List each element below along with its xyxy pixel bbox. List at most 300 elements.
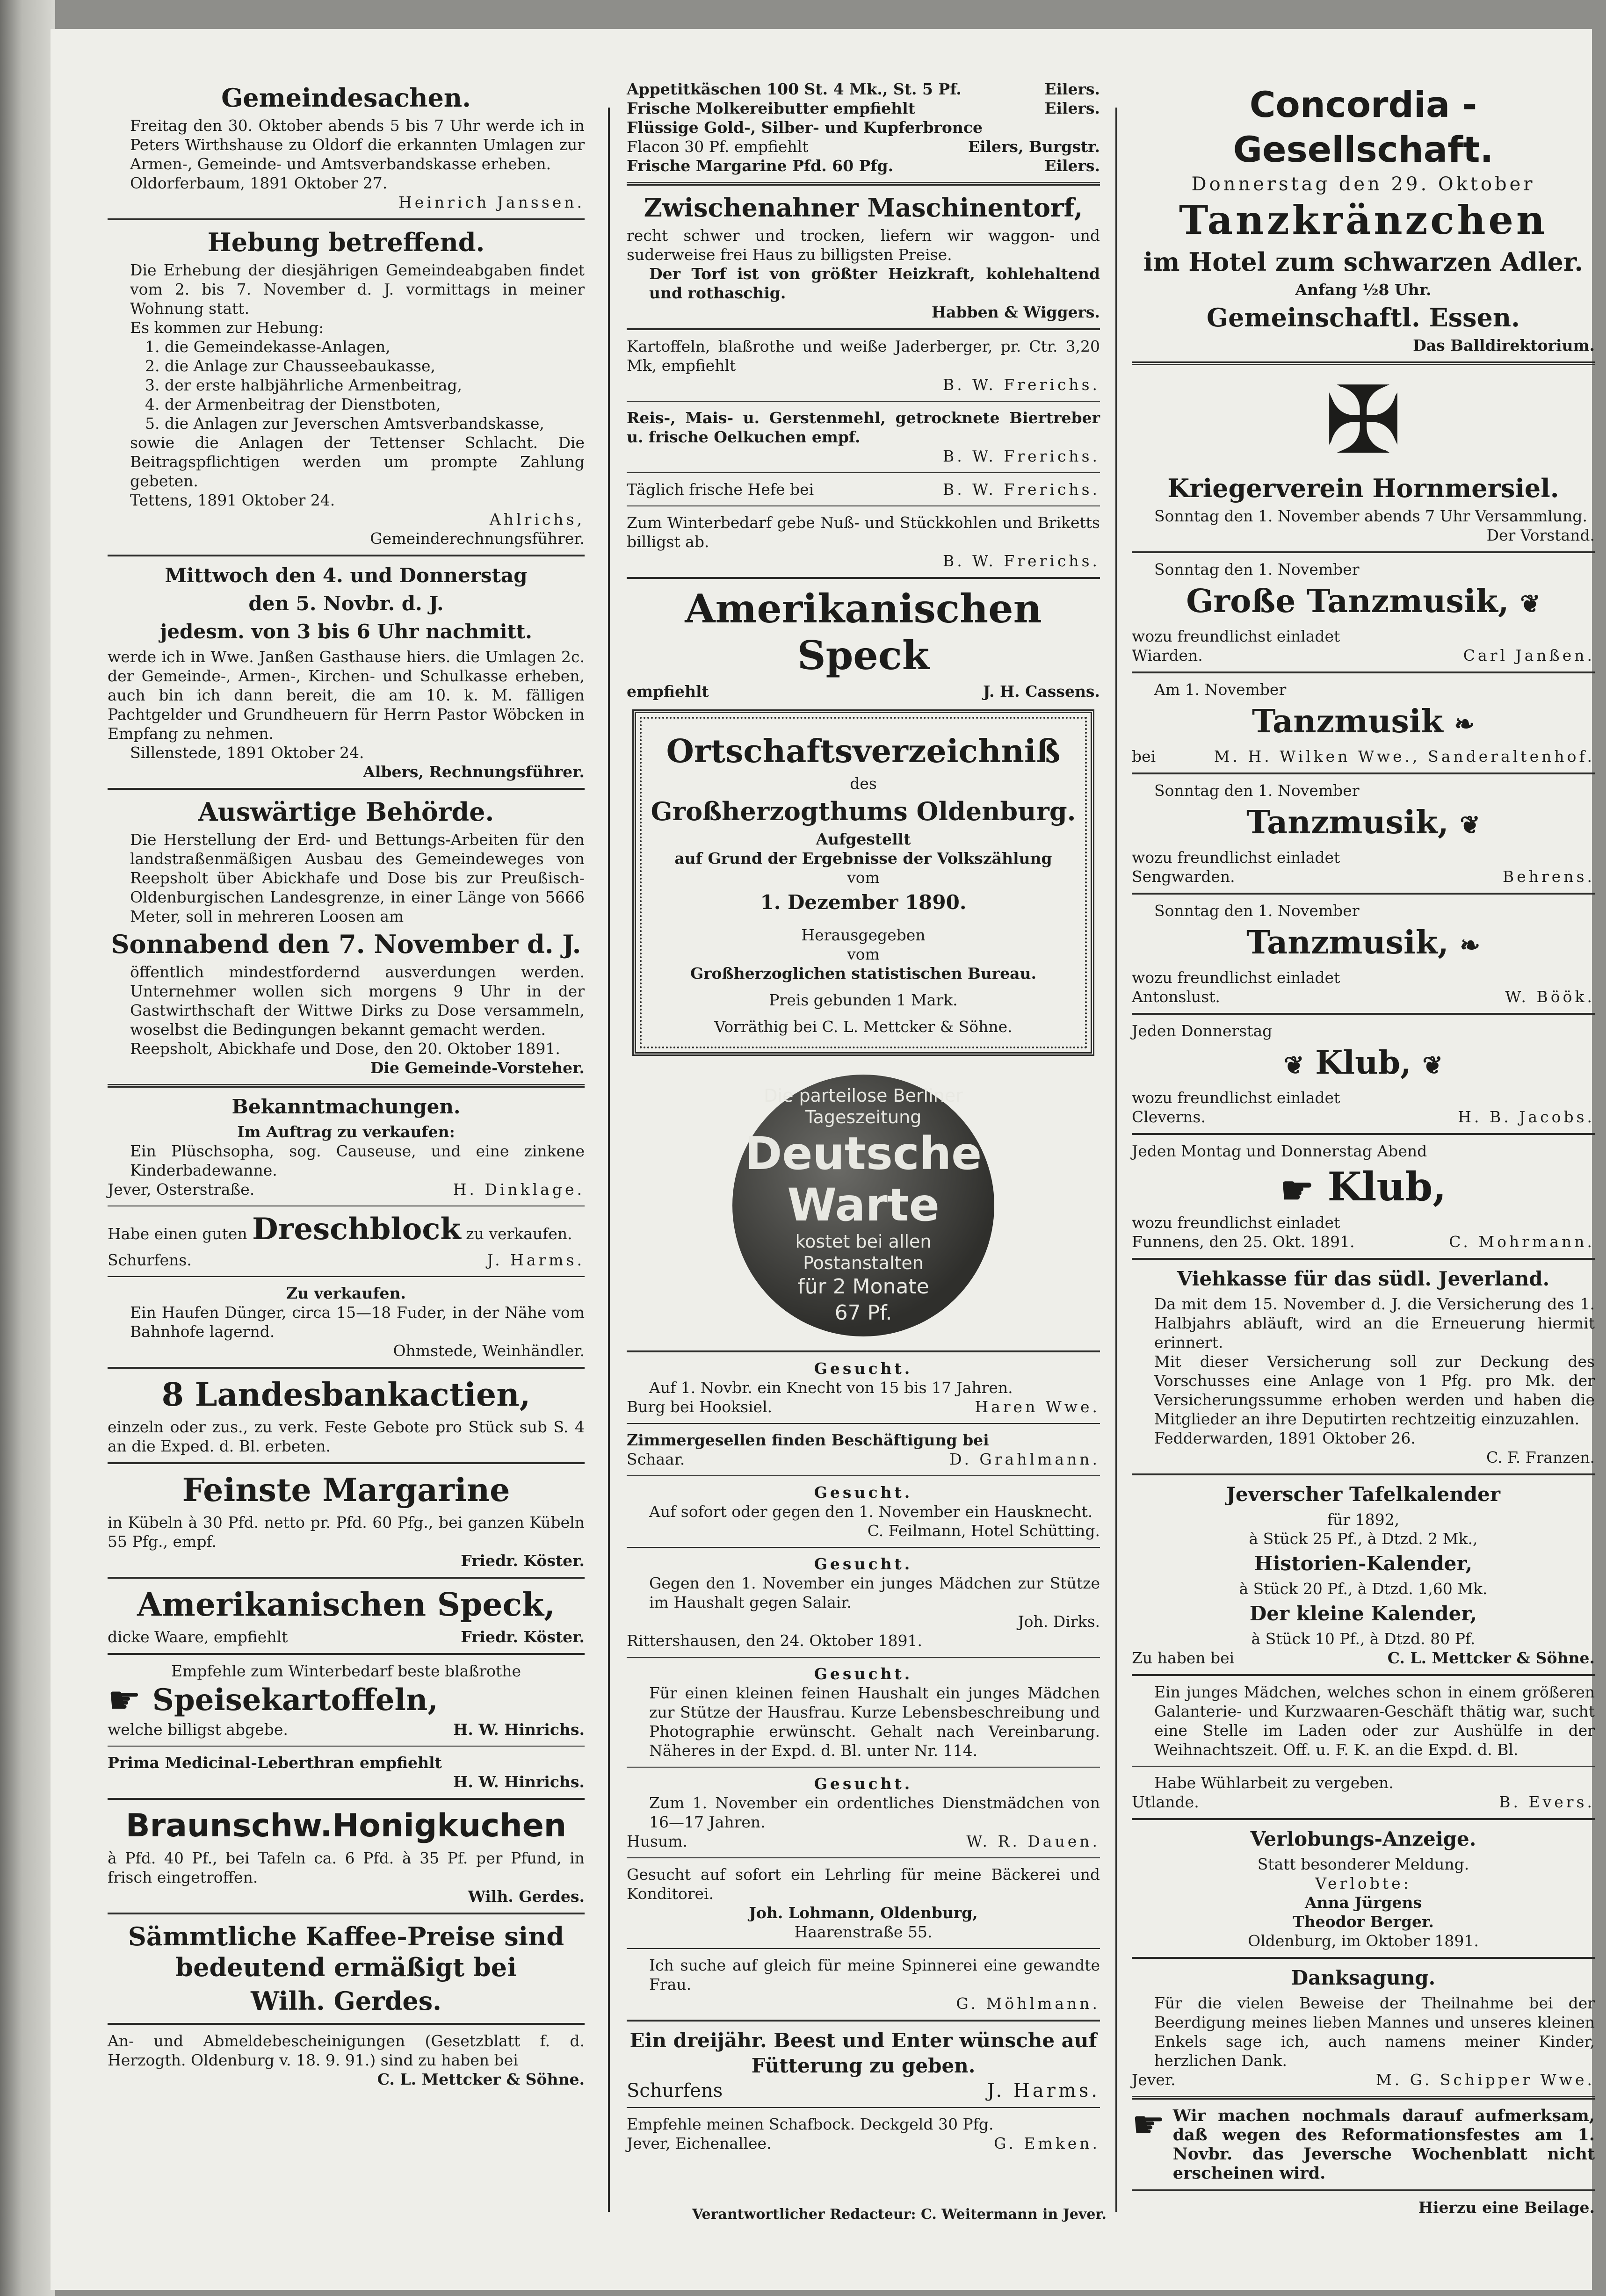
heading-kleine-kalender: Der kleine Kalender, xyxy=(1249,1602,1477,1625)
ad-signature: D. Grahlmann. xyxy=(949,1450,1100,1468)
heading-tanzkraenzchen: Tanzkränzchen xyxy=(1179,197,1548,243)
stamp-title: Deutsche Warte xyxy=(745,1127,982,1231)
ad-text: Reis-, Mais- u. Gerstenmehl, getrocknete Biertreber u. frische Oelkuchen empf. xyxy=(627,409,1100,446)
ad-subheading: im Hotel zum schwarzen Adler. xyxy=(1143,247,1584,277)
divider xyxy=(627,1475,1100,1476)
ad-subheading: Zu verkaufen. xyxy=(286,1284,406,1302)
ad-text: Zum Winterbedarf gebe Nuß- und Stückkohlen und Briketts billigst ab. xyxy=(627,513,1100,551)
pointing-hand-icon: ☛ xyxy=(108,1678,141,1722)
divider xyxy=(108,1653,585,1655)
stamp-text: kostet bei allen Postanstalten xyxy=(795,1231,932,1273)
ad-big-word: Speisekartoffeln, xyxy=(152,1682,438,1718)
ad-text: Gegen den 1. November ein junges Mädchen zur Stütze im Haushalt gegen Salair. xyxy=(649,1574,1100,1611)
ad-line xyxy=(627,79,1100,99)
divider xyxy=(108,1913,585,1914)
divider xyxy=(108,1798,585,1800)
ad-text: An- und Abmeldebescheinigungen (Gesetzblatt f. d. Herzogth. Oldenburg v. 18. 9. 91.) sind zu haben bei xyxy=(108,2032,585,2069)
ad-date: Sonntag den 1. November xyxy=(1154,902,1360,920)
ornament-icon: ❧ xyxy=(1460,931,1480,960)
ad-text: sowie die Anlagen der Tettenser Schlacht. Die Beitragspflichtigen werden um prompte Zahlung gebeten. xyxy=(130,433,585,490)
ad-signature: Haarenstraße 55. xyxy=(794,1923,933,1941)
list-item: 3. der erste halbjährliche Armenbeitrag, xyxy=(145,376,463,394)
divider xyxy=(1132,1133,1595,1135)
ad-place: Funnens, den 25. Okt. 1891. xyxy=(1132,1233,1355,1251)
divider xyxy=(627,577,1100,579)
ad-signature: H. W. Hinrichs. xyxy=(453,1773,585,1791)
divider xyxy=(627,1948,1100,1949)
ad-text: empfiehlt xyxy=(627,682,709,700)
ad-big-word: Tanzmusik xyxy=(1252,703,1443,740)
gesucht-heading: Gesucht. xyxy=(814,1555,913,1573)
ad-line xyxy=(627,99,1100,118)
ad-text: Auf sofort oder gegen den 1. November ein Hausknecht. xyxy=(649,1502,1093,1521)
divider xyxy=(627,328,1100,330)
divider xyxy=(108,788,585,790)
ornament-icon: ❦ xyxy=(1283,1051,1304,1080)
heading-landesbankactien: 8 Landesbankactien, xyxy=(161,1376,531,1414)
ad-signature: Eilers. xyxy=(1044,157,1100,175)
ad-line xyxy=(627,2081,1100,2101)
ad-signature: C. Mohrmann. xyxy=(1449,1233,1595,1251)
pointing-hand-icon: ☛ xyxy=(1132,2103,1165,2146)
ad-text: Gesucht auf sofort ein Lehrling für meine Bäckerei und Konditorei. xyxy=(627,1865,1100,1903)
ad-text: Ein Plüschsopha, sog. Causeuse, und eine zinkene Kinderbadewanne. xyxy=(130,1142,585,1179)
ad-signature: G. Emken. xyxy=(994,2134,1100,2152)
ad-text: Mit dieser Versicherung soll zur Deckung des Vorschusses eine Anlage von 1 Pfg. pro Mk. der Versicherungssumme erhoben werden und haben die Mitglieder an ihre Deputirten rechtzeitig einzuzahlen. xyxy=(1154,1352,1595,1428)
ad-signature: Habben & Wiggers. xyxy=(931,303,1100,321)
heading-danksagung: Danksagung. xyxy=(1291,1966,1436,1989)
heading-maschinentorf: Zwischenahner Maschinentorf, xyxy=(644,193,1083,223)
ad-signature: H. B. Jacobs. xyxy=(1458,1108,1595,1126)
ad-text: à Pfd. 40 Pf., bei Tafeln ca. 6 Pfd. à 35 Pf. per Pfund, in frisch eingetroffen. xyxy=(108,1849,585,1886)
gesucht-heading: Gesucht. xyxy=(814,1665,913,1683)
ad-text: Für einen kleinen feinen Haushalt ein junges Mädchen zur Stütze der Hausfrau. Kurze Lebensbeschreibung und Photographie erwünscht. Gehalt nach Vereinbarung. Näheres in der Expd. d. Bl. unter Nr. 114. xyxy=(649,1684,1100,1760)
ad-text: Ich suche auf gleich für meine Spinnerei eine gewandte Frau. xyxy=(649,1956,1100,1993)
ad-text: wozu freundlichst einladet xyxy=(1132,968,1340,987)
ad-text: Appetitkäschen 100 St. 4 Mk., St. 5 Pf. xyxy=(627,80,962,98)
heading-beest: Ein dreijähr. Beest und Enter wünsche auf Fütterung zu geben. xyxy=(629,2029,1097,2077)
ad-text: Wir machen nochmals darauf aufmerksam, daß wegen des Reformationsfestes am 1. Novbr. das Jeversche Wochenblatt nicht erscheinen wird. xyxy=(1172,2106,1595,2183)
heading-klub xyxy=(1132,1163,1595,1210)
divider xyxy=(1132,361,1595,365)
ad-line xyxy=(1132,747,1595,766)
ad-signature: Albers, Rechnungsführer. xyxy=(363,763,585,781)
ad-place: Zu haben bei xyxy=(1132,1649,1235,1667)
ad-text: Frische Molkereibutter empfiehlt xyxy=(627,99,915,117)
ad-line xyxy=(627,682,1100,701)
list-item: 2. die Anlage zur Chausseebaukasse, xyxy=(145,357,436,375)
ad-line xyxy=(1132,1232,1595,1251)
heading-gemeindesachen: Gemeindesachen. xyxy=(221,83,471,113)
ad-line xyxy=(1132,867,1595,886)
ad-name: Theodor Berger. xyxy=(1293,1913,1434,1931)
ad-date: Jeden Donnerstag xyxy=(1132,1022,1273,1040)
ad-signature: H. Dinklage. xyxy=(453,1180,585,1199)
ad-place: Sengwarden. xyxy=(1132,867,1235,886)
ornament-icon: ❦ xyxy=(1422,1051,1443,1080)
heading-tafelkalender: Jeverscher Tafelkalender xyxy=(1226,1483,1500,1506)
ad-signature: Joh. Dirks. xyxy=(1018,1612,1100,1631)
iron-cross-icon: ✠ xyxy=(1324,366,1403,475)
book-spine xyxy=(0,0,55,2296)
ad-text: Für die vielen Beweise der Theilnahme bei der Beerdigung meines lieben Mannes und unseres kleinen Enkels sage ich, auch namens meiner Kinder, herzlichen Dank. xyxy=(1154,1994,1595,2070)
ad-text: Empfehle zum Winterbedarf beste blaßrothe xyxy=(171,1662,521,1680)
ad-place: Burg bei Hooksiel. xyxy=(627,1398,773,1416)
heading-margarine: Feinste Margarine xyxy=(182,1472,510,1509)
stamp-price: 67 Pf. xyxy=(834,1301,892,1325)
ad-text: à Stück 20 Pf., à Dtzd. 1,60 Mk. xyxy=(1239,1580,1488,1598)
ad-subheading: Gemeinschaftl. Essen. xyxy=(1207,303,1520,332)
divider xyxy=(1132,2096,1595,2100)
divider xyxy=(108,1462,585,1464)
ad-signature: J. Harms. xyxy=(487,1251,585,1269)
ad-text: Kartoffeln, blaßrothe und weiße Jaderberger, pr. Ctr. 3,20 Mk, empfiehlt xyxy=(627,337,1100,375)
divider xyxy=(627,2107,1100,2108)
divider xyxy=(627,1657,1100,1658)
divider xyxy=(1132,2189,1595,2191)
box-text: Herausgegeben xyxy=(801,926,926,944)
heading-speck: Amerikanischen Speck, xyxy=(137,1586,555,1624)
box-price: Preis gebunden 1 Mark. xyxy=(769,991,958,1009)
ad-text: wozu freundlichst einladet xyxy=(1132,1213,1340,1232)
ad-signature: Eilers, Burgstr. xyxy=(968,137,1100,156)
heading-tanzmusik xyxy=(1132,803,1595,845)
list-item: 5. die Anlagen zur Jeverschen Amtsverbandskasse, xyxy=(145,414,544,433)
auction-date: Sonnabend den 7. November d. J. xyxy=(111,929,581,959)
ad-signature: Der Vorstand. xyxy=(1486,526,1595,544)
divider xyxy=(627,182,1100,186)
ad-text: Empfehle meinen Schafbock. Deckgeld 30 Pfg. xyxy=(627,2115,994,2133)
ad-line xyxy=(1132,646,1595,665)
box-text: vom xyxy=(847,945,880,963)
ad-signature: W. Böök. xyxy=(1505,988,1595,1006)
heading-mittwoch-3: jedesm. von 3 bis 6 Uhr nachmitt. xyxy=(160,620,532,643)
ad-signature: Ohmstede, Weinhändler. xyxy=(393,1342,585,1360)
ad-line xyxy=(627,2134,1100,2153)
divider xyxy=(627,401,1100,402)
ad-big-word: Große Tanzmusik, xyxy=(1186,583,1509,620)
divider xyxy=(627,505,1100,506)
divider xyxy=(108,1746,585,1747)
ad-signature: H. W. Hinrichs. xyxy=(453,1720,585,1739)
ad-text: dicke Waare, empfiehlt xyxy=(108,1628,288,1646)
ad-signature: Friedr. Köster. xyxy=(461,1628,585,1646)
heading-mittwoch: Mittwoch den 4. und Donnerstag xyxy=(165,564,528,587)
divider xyxy=(1132,1258,1595,1260)
heading-tanzmusik xyxy=(1132,702,1595,744)
ad-text: wozu freundlichst einladet xyxy=(1132,1089,1340,1107)
ad-text: Flüssige Gold-, Silber- und Kupferbronce xyxy=(627,118,983,137)
stamp-text: Die parteilose Berliner Tageszeitung xyxy=(764,1085,963,1127)
ad-signature: Joh. Lohmann, Oldenburg, xyxy=(749,1904,978,1922)
ad-place: Reepsholt, Abickhafe und Dose, den 20. Oktober 1891. xyxy=(130,1040,560,1058)
ad-footer xyxy=(108,1720,585,1739)
ad-name: Anna Jürgens xyxy=(1304,1893,1422,1912)
ad-signature: Wilh. Gerdes. xyxy=(251,1986,441,2016)
ad-text: Habe Wühlarbeit zu vergeben. xyxy=(1154,1774,1394,1792)
heading-tanzmusik xyxy=(1132,923,1595,965)
gesucht-heading: Gesucht. xyxy=(814,1775,913,1793)
ornament-icon: ❦ xyxy=(1460,811,1480,839)
footer-editor: Verantwortlicher Redacteur: C. Weitermann in Jever. xyxy=(692,2206,1107,2223)
ad-big-word: Tanzmusik, xyxy=(1246,804,1449,841)
ad-place: Utlande. xyxy=(1132,1793,1199,1811)
ad-big-word: Tanzmusik, xyxy=(1246,924,1449,961)
ad-text: Sonntag den 1. November abends 7 Uhr Versammlung. xyxy=(1154,507,1587,525)
box-date: 1. Dezember 1890. xyxy=(760,891,967,914)
column-right xyxy=(1132,79,1595,2217)
dreschblock-ad xyxy=(108,1213,585,1250)
ad-signature: G. Möhlmann. xyxy=(956,1994,1100,2013)
ad-place: Schurfens. xyxy=(108,1251,192,1269)
ad-signature: W. R. Dauen. xyxy=(966,1832,1100,1850)
heading-concordia: Concordia - Gesellschaft. xyxy=(1233,84,1494,170)
ad-text: zu verkaufen. xyxy=(466,1225,572,1243)
ad-place: Husum. xyxy=(627,1832,688,1850)
ad-text: welche billigst abgebe. xyxy=(108,1720,288,1739)
list-item: 1. die Gemeindekasse-Anlagen, xyxy=(145,338,391,356)
ad-text: wozu freundlichst einladet xyxy=(1132,627,1340,645)
heading-honigkuchen: Braunschw.Honigkuchen xyxy=(125,1807,567,1844)
ad-place: Schaar. xyxy=(627,1450,685,1468)
ad-place: Jever. xyxy=(1132,2071,1176,2089)
ad-big-word: Dreschblock xyxy=(252,1212,461,1247)
ad-date: Am 1. November xyxy=(1154,680,1287,699)
ad-signature: Ahlrichs, xyxy=(489,510,585,528)
divider xyxy=(108,1577,585,1579)
ad-text: Frische Margarine Pfd. 60 Pfg. xyxy=(627,157,894,175)
ad-text: Es kommen zur Hebung: xyxy=(130,318,324,337)
ad-place: Wiarden. xyxy=(1132,646,1203,664)
ad-signature: Carl Janßen. xyxy=(1463,646,1595,664)
ad-text: Prima Medicinal-Leberthran empfiehlt xyxy=(108,1754,442,1772)
ortschaftsverzeichnis-box xyxy=(632,709,1094,1056)
box-text: vom xyxy=(847,868,880,887)
ad-place: Tettens, 1891 Oktober 24. xyxy=(130,491,335,509)
levy-list xyxy=(108,337,585,433)
heading-bekanntmachungen: Bekanntmachungen. xyxy=(231,1095,461,1118)
divider xyxy=(627,1767,1100,1768)
ad-line xyxy=(627,1450,1100,1469)
ad-text: Zum 1. November ein ordentliches Dienstmädchen von 16—17 Jahren. xyxy=(649,1794,1100,1831)
ad-text: Ein junges Mädchen, welches schon in einem größeren Galanterie- und Kurzwaaren-Geschäft thätig war, sucht eine Stelle im Laden oder zur Aushülfe in der Weihnachtszeit. Off. u. F. K. an die Expd. d. Bl. xyxy=(1154,1683,1595,1759)
ad-big-word: Klub, xyxy=(1327,1163,1447,1210)
list-item: 4. der Armenbeitrag der Dienstboten, xyxy=(145,395,441,413)
ad-text: Freitag den 30. Oktober abends 5 bis 7 Uhr werde ich in Peters Wirthshause zu Oldorf die erkannten Umlagen zur Armen-, Gemeinde- und Amtsverbandskasse erheben. xyxy=(130,116,585,173)
ad-date: Sonntag den 1. November xyxy=(1154,560,1360,578)
deutsche-warte-stamp xyxy=(732,1075,994,1336)
ad-text: werde ich in Wwe. Janßen Gasthause hiers. die Umlagen 2c. der Gemeinde-, Armen-, Kirchen- und Schulkasse erheben, auch bin ich dann bereit, die am 10. k. M. fälligen Pachtgelder und Grundheuern für Herrn Pastor Wöbcken in Empfang zu nehmen. xyxy=(108,648,585,743)
ad-place: Schurfens xyxy=(627,2080,723,2101)
heading-kaffee-preise: Sämmtliche Kaffee-Preise sind bedeutend ermäßigt bei xyxy=(128,1921,564,1982)
heading-klub xyxy=(1132,1043,1595,1085)
ad-text: Die Erhebung der diesjährigen Gemeindeabgaben findet vom 2. bis 7. November d. J. vormittags in meiner Wohnung statt. xyxy=(130,261,585,318)
ad-text: Anfang ½8 Uhr. xyxy=(1295,281,1432,299)
ad-place: Jever, Osterstraße. xyxy=(108,1180,255,1199)
ad-signature: Die Gemeinde-Vorsteher. xyxy=(370,1059,585,1077)
ad-date: Jeden Montag und Donnerstag Abend xyxy=(1132,1142,1427,1160)
ad-line xyxy=(627,480,1100,499)
divider xyxy=(108,555,585,556)
ad-text: Verlobte: xyxy=(1315,1874,1411,1892)
divider xyxy=(1132,671,1595,673)
ad-date: Sonntag den 1. November xyxy=(1154,781,1360,800)
ad-signature: C. F. Franzen. xyxy=(1486,1448,1595,1466)
ad-place: Rittershausen, den 24. Oktober 1891. xyxy=(627,1632,922,1650)
gesucht-heading: Gesucht. xyxy=(814,1359,913,1378)
ad-line xyxy=(627,137,1100,156)
heading-mittwoch-2: den 5. Novbr. d. J. xyxy=(248,592,444,615)
ornament-icon: ❧ xyxy=(1454,710,1475,738)
divider xyxy=(627,472,1100,473)
divider xyxy=(108,2023,585,2025)
ad-text: Die Herstellung der Erd- und Bettungs-Arbeiten für den landstraßenmäßigen Ausbau des Gemeindeweges von Reepsholt über Abickhafe und Dose bis zur Preußisch-Oldenburgischen Landesgrenze, in einer Länge von 5666 Meter, soll in mehreren Loosen am xyxy=(130,830,585,925)
ad-signature: Das Balldirektorium. xyxy=(1413,336,1595,354)
ad-signature: B. W. Frerichs. xyxy=(942,480,1100,498)
ad-text: Ein Haufen Dünger, circa 15—18 Fuder, in der Nähe vom Bahnhofe lagernd. xyxy=(130,1303,585,1341)
ad-signature: Wilh. Gerdes. xyxy=(468,1887,585,1906)
ad-signature: B. W. Frerichs. xyxy=(942,447,1100,465)
ad-signature: Gemeinderechnungsführer. xyxy=(370,529,585,548)
ad-signature: J. H. Cassens. xyxy=(983,682,1100,700)
ad-signature: M. G. Schipper Wwe. xyxy=(1375,2071,1595,2089)
ad-signature: Behrens. xyxy=(1502,867,1595,886)
box-text: Aufgestellt xyxy=(816,830,911,848)
box-text: auf Grund der Ergebnisse der Volkszählung xyxy=(674,849,1052,867)
box-title: Ortschaftsverzeichniß xyxy=(666,733,1061,770)
ad-signature: Heinrich Janssen. xyxy=(398,193,585,211)
box-text: Vorräthig bei C. L. Mettcker & Söhne. xyxy=(714,1018,1013,1036)
ad-text: Donnerstag den 29. Oktober xyxy=(1191,173,1535,195)
ad-place: Cleverns. xyxy=(1132,1108,1206,1126)
divider xyxy=(627,1423,1100,1424)
divider xyxy=(627,2020,1100,2022)
ad-line xyxy=(627,1397,1100,1416)
ad-text: öffentlich mindestfordernd ausverdungen werden. Unternehmer wollen sich morgens 9 Uhr in der Gastwirthschaft der Wittwe Dirks zu Dose versammeln, woselbst die Bedingungen bekannt gemacht werden. xyxy=(130,963,585,1039)
divider xyxy=(1132,1674,1595,1676)
divider xyxy=(1132,1473,1595,1475)
divider xyxy=(1132,551,1595,553)
divider xyxy=(627,1350,1100,1352)
divider xyxy=(1132,893,1595,895)
box-title-2: Großherzogthums Oldenburg. xyxy=(651,796,1076,826)
divider xyxy=(108,218,585,220)
column-middle xyxy=(627,79,1100,2202)
ad-line xyxy=(1132,987,1595,1006)
column-left xyxy=(108,79,585,2202)
ad-place: Fedderwarden, 1891 Oktober 26. xyxy=(1154,1429,1416,1447)
ad-signature: Eilers. xyxy=(1044,99,1100,117)
ad-footer xyxy=(108,1250,585,1270)
ad-text: wozu freundlichst einladet xyxy=(1132,848,1340,866)
ad-signature: B. W. Frerichs. xyxy=(942,375,1100,394)
ad-line xyxy=(1132,2070,1595,2089)
ad-text: in Kübeln à 30 Pfd. netto pr. Pfd. 60 Pfg., bei ganzen Kübeln 55 Pfg., empf. xyxy=(108,1513,585,1551)
ad-text: Zimmergesellen finden Beschäftigung bei xyxy=(627,1431,989,1449)
heading-historien-kalender: Historien-Kalender, xyxy=(1254,1552,1473,1575)
divider xyxy=(1132,1766,1595,1767)
box-text: des xyxy=(850,774,877,793)
ad-text: Da mit dem 15. November d. J. die Versicherung des 1. Halbjahrs abläuft, wird an die Erneuerung hiermit erinnert. xyxy=(1154,1295,1595,1351)
ad-big-word: Klub, xyxy=(1315,1044,1411,1082)
ad-text: einzeln oder zus., zu verk. Feste Gebote pro Stück sub S. 4 an die Exped. d. Bl. erbeten. xyxy=(108,1418,585,1455)
notice-reformationsfest xyxy=(1132,2103,1595,2183)
ad-text: Statt besonderer Meldung. xyxy=(1257,1855,1469,1873)
ad-line xyxy=(627,156,1100,175)
divider xyxy=(1132,1013,1595,1015)
divider xyxy=(627,1857,1100,1858)
ornament-icon: ❦ xyxy=(1520,590,1541,618)
ad-text: Auf 1. Novbr. ein Knecht von 15 bis 17 Jahren. xyxy=(649,1379,1013,1397)
divider xyxy=(108,1276,585,1277)
ad-place: Oldenburg, im Oktober 1891. xyxy=(1248,1932,1479,1950)
ad-signature: J. Harms. xyxy=(987,2080,1100,2101)
heading-auswaertige-behoerde: Auswärtige Behörde. xyxy=(198,797,494,827)
ad-text: Habe einen guten xyxy=(108,1225,247,1243)
ad-signature: C. L. Mettcker & Söhne. xyxy=(1387,1649,1595,1667)
ad-place: Oldorferbaum, 1891 Oktober 27. xyxy=(130,174,388,192)
ad-footer xyxy=(108,1180,585,1199)
ad-place: Sillenstede, 1891 Oktober 24. xyxy=(130,744,364,762)
stamp-text: für 2 Monate xyxy=(797,1275,929,1299)
ad-text: für 1892, xyxy=(1327,1510,1400,1529)
ad-text: Täglich frische Hefe bei xyxy=(627,480,814,498)
ad-place: Jever, Eichenallee. xyxy=(627,2134,772,2152)
heading-verlobung: Verlobungs-Anzeige. xyxy=(1250,1827,1476,1850)
ad-text: à Stück 25 Pf., à Dtzd. 2 Mk., xyxy=(1249,1530,1478,1548)
divider xyxy=(1132,1818,1595,1820)
pointing-hand-icon: ☛ xyxy=(1280,1168,1314,1212)
ad-signature: C. L. Mettcker & Söhne. xyxy=(377,2070,585,2088)
ad-signature: Friedr. Köster. xyxy=(461,1552,585,1570)
ad-text: à Stück 10 Pf., à Dtzd. 80 Pf. xyxy=(1251,1630,1476,1648)
ad-text: recht schwer und trocken, liefern wir waggon- und suderweise frei Haus zu billigsten Preise. xyxy=(627,226,1100,264)
ad-signature: C. Feilmann, Hotel Schütting. xyxy=(867,1522,1100,1540)
ad-signature: B. W. Frerichs. xyxy=(942,552,1100,570)
gesucht-heading: Gesucht. xyxy=(814,1483,913,1502)
ad-footer xyxy=(108,1627,585,1646)
divider xyxy=(108,1367,585,1369)
ad-signature: Haren Wwe. xyxy=(975,1398,1100,1416)
ad-place: bei xyxy=(1132,747,1156,765)
heading-amerikanischen-speck: Amerikanischen Speck xyxy=(685,585,1042,679)
supplement-note: Hierzu eine Beilage. xyxy=(1418,2198,1595,2217)
ad-signature: M. H. Wilken Wwe., Sanderaltenhof. xyxy=(1214,747,1595,765)
heading-hebung: Hebung betreffend. xyxy=(207,227,485,257)
ad-line xyxy=(1132,1648,1595,1668)
ad-line xyxy=(627,1832,1100,1851)
ad-signature: B. Evers. xyxy=(1499,1793,1595,1811)
ad-place: Antonslust. xyxy=(1132,988,1220,1006)
divider xyxy=(108,1084,585,1088)
ad-subheading: Im Auftrag zu verkaufen: xyxy=(237,1123,455,1141)
divider xyxy=(627,1547,1100,1548)
ad-text: Der Torf ist von größter Heizkraft, kohlehaltend und rothaschig. xyxy=(649,265,1100,302)
box-text: Großherzoglichen statistischen Bureau. xyxy=(690,964,1037,982)
column-rule xyxy=(1115,108,1117,2212)
heading-viehkasse: Viehkasse für das südl. Jeverland. xyxy=(1177,1267,1550,1290)
ad-line xyxy=(1132,1107,1595,1126)
ad-signature: Eilers. xyxy=(1044,80,1100,98)
divider xyxy=(1132,1957,1595,1959)
divider xyxy=(1132,773,1595,774)
heading-tanzmusik xyxy=(1132,582,1595,624)
ad-text: Flacon 30 Pf. empfiehlt xyxy=(627,137,809,156)
ad-line xyxy=(1132,1792,1595,1812)
kartoffel-ad xyxy=(108,1678,585,1722)
heading-kriegerverein: Kriegerverein Hornmersiel. xyxy=(1167,473,1559,503)
column-rule xyxy=(608,108,610,2212)
